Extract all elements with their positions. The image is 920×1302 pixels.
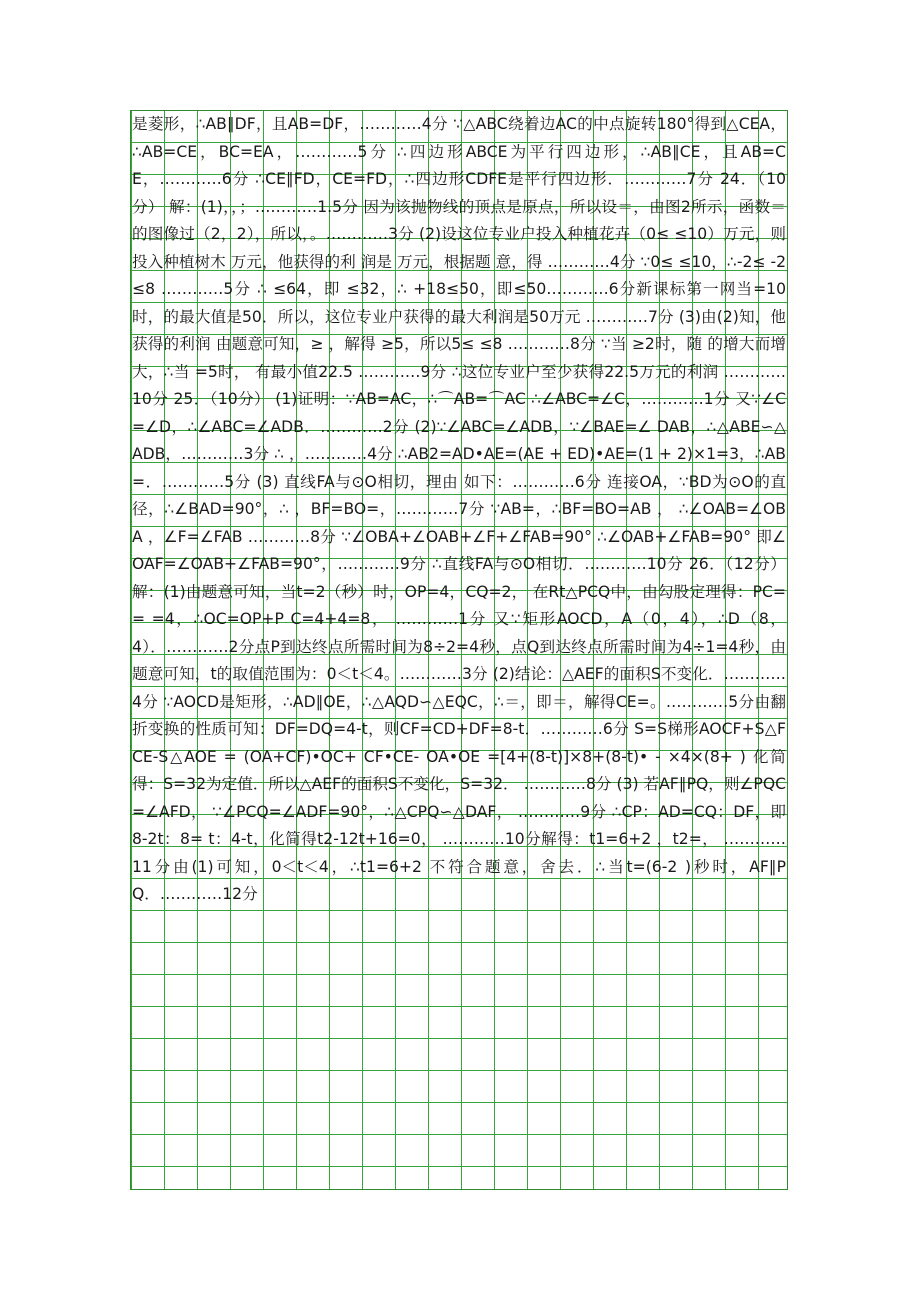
solution-text: 是菱形，∴AB∥DF，且AB=DF，…………4分 ∵△ABC绕着边AC的中点旋转180°得到△CEA，∴AB=CE，BC=EA，…………5分 ∴四边形ABCE为平行四边形，∴AB∥CE，且AB=CE，…………6分 ∴CE∥FD，CE=FD，∴四边形CDFE是平行四边形．…………7分 24．（10分） 解：(1)，，；…………1.5分 因为该抛物线的顶点是原点，所以设＝，由图2所示，函数＝的图像过（2，2），所以，。…………3分 (2)设这位专业户投入种植花卉（0≤ ≤10）万元，则投入种植树木 万元，他获得的利 润是 万元，根据题 意，得 …………4分 ∵0≤ ≤10，∴-2≤ -2≤8 …………5分 ∴ ≤64，即 ≤32，∴ +18≤50，即≤50…………6分新课标第一网当=10时，的最大值是50．所以，这位专业户获得的最大利润是50万元 …………7分 (3)由(2)知，他获得的利润 由题意可知，≥ ，解得 ≥5，所以5≤ ≤8 …………8分 ∵当 ≥2时，随 的增大而增大，∴当 =5时， 有最小值22.5 …………9分 ∴这位专业户至少获得22.5万元的利润 …………10分 25．（10分） (1)证明：∵AB=AC，∴⌒AB=⌒AC ∴∠ABC=∠C，…………1分 又∵∠C=∠D，∴∠ABC=∠ADB．…………2分 (2)∵∠ABC=∠ADB，∵∠BAE=∠ DAB，∴△ABE∽△ADB，…………3分 ∴ ，…………4分 ∴AB2=AD•AE=(AE + ED)•AE=(1 + 2)×1=3，∴AB=．…………5分 (3) 直线FA与⊙O相切，理由 如下：…………6分 连接OA，∵BD为⊙O的直径，∴∠BAD=90°，∴ ，BF=BO=，…………7分 ∵AB=，∴BF=BO=AB ， ∴∠OAB=∠OBA ，∠F=∠FAB …………8分 ∵∠OBA+∠OAB+∠F+∠FAB=90° ∴∠OAB+∠FAB=90° 即∠OAF=∠OAB+∠FAB=90°，…………9分 ∴直线FA与⊙O相切．…………10分 26．（12分）解：(1)由题意可知，当t=2（秒）时，OP=4，CQ=2， 在Rt△PCQ中，由勾股定理得：PC= = =4，∴OC=OP+P C=4+4=8， …………1分 又∵矩形AOCD，A（0，4），∴D（8，4）．…………2分点P到达终点所需时间为8÷2=4秒，点Q到达终点所需时间为4÷1=4秒，由题意可知，t的取值范围为：0＜t＜4。…………3分 (2)结论：△AEF的面积S不变化．…………4分 ∵AOCD是矩形，∴AD∥OE，∴△AQD∽△EQC，∴＝，即＝，解得CE=。…………5分由翻折变换的性质可知：DF=DQ=4-t，则CF=CD+DF=8-t．…………6分 S=S梯形AOCF+S△FCE-S△AOE = (OA+CF)•OC+ CF•CE- OA•OE =[4+(8-t)]×8+(8-t)• - ×4×(8+ ) 化简得：S=32为定值．所以△AEF的面积S不变化，S=32． …………8分 (3) 若AF∥PQ，则∠PQC=∠AFD， ∵∠PCQ=∠ADF=90°，∴△CPQ∽△DAF， …………9分 ∴CP：AD=CQ：DF，即8-2t：8= t：4-t，化简得t2-12t+16=0， …………10分解得：t1=6+2 ，t2=， …………11分由(1)可知，0＜t＜4，∴t1=6+2 不符合题意，舍去．∴当t=(6-2 )秒时，AF∥PQ．…………12分 xyxy=(132,115,786,903)
grid-paper xyxy=(130,110,788,1190)
